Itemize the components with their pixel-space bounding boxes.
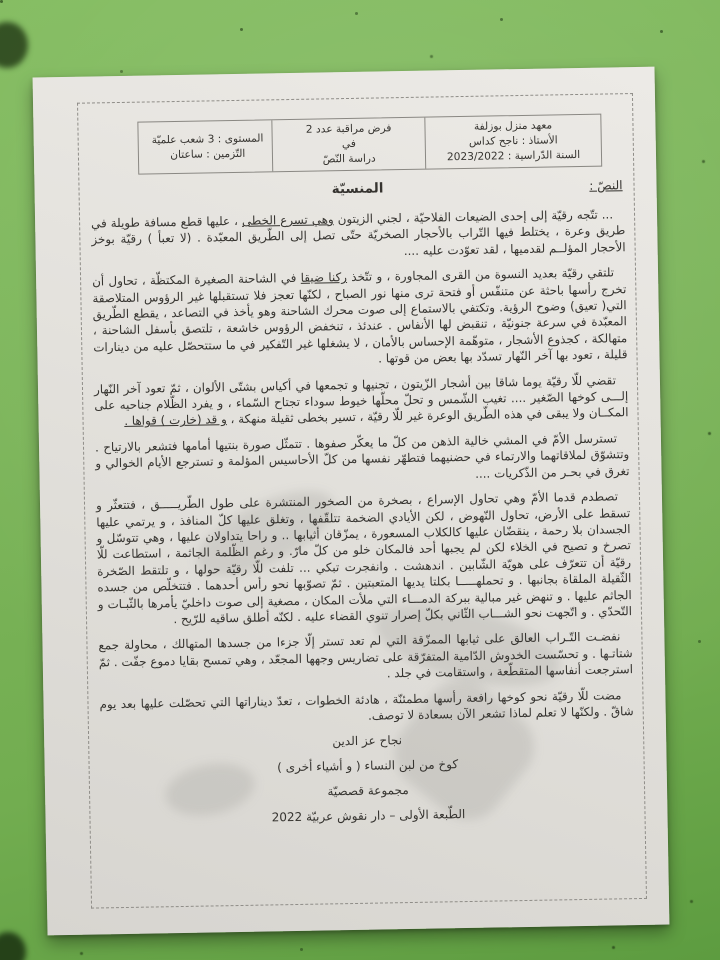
board-dark-spot-bottom-left — [0, 932, 26, 960]
text-segment: مضت للّا رقيّة نحو كوخها رافعة رأسها مطمئنّة ، هادئة الخطوات ، تعدّ ديناراتها التي تحصّلت عليها بعد يوم شاقّ . ولكنّها لا تعلم لماذا تشعر الآن بسعادة لا توصف. — [99, 687, 634, 723]
page-title: المنسيّة — [331, 180, 384, 198]
paragraph — [92, 264, 628, 372]
paragraph — [94, 372, 629, 431]
text-segment: تسترسل الأمّ في المشي خالية الذهن من كلّ ما يعكّر صفوها . تتمثّل صورة بنتيها أمامها فتشعر بالارتياح . وتتشوّق لملاقاتهما والارتماء في حضنيهما فتطهّر نفسها من كلّ الأحاسيس المؤلمة و تسترجع الأيام الخوالي و تغرق في بحـر من الذّكريات .... — [94, 431, 630, 481]
header-cell-line: في — [341, 137, 356, 151]
underlined-phrase: ركنا ضيقا — [300, 270, 348, 286]
text-segment: تصطدم قدما الأمّ وهي تحاول الإسراع ، بصخرة من الصخور المنتشرة على طول الطّريـــــق ، فتتعثّر و تسقط على الأرض، تحاول النّهوض ، لكن الأيادي الضخمة تتلقّفها ، وتغلق عليها كلّ المنافذ ، و يرتمي عليها الجسدان بلا رحمة ، ينقضّان عليها كالكلاب المسعورة ، يمزّقان أثيابها .. و راحا يتداولان عليها ، وهي تتوسّل و تصرخ و تصيح في الخلاء لكن لم يجبها أحد فالمكان خلو من كلّ مارّ. و رغم الظّلمة الجاثمة ، استطاعت للّا رقيّة أن تتعرّف على هويّة الشّابين . اندهشت . وانفجرت تبكي ... تلفت للّا رقيّة حولها ، و تلتقط الصّخرة الثّقيلة الملقاة بجانبها . و تحملهـــــا بكلتا يديها المتعبتين . ثمّ تصوّبها نحو رأس أحدهما . فتتخلّص من جسده الجاثم عليها . و تنهض غير مبالية ببركة الدمـــاء التي ملأت المكان ، مصغية إلى صوت داخليّ يأمرها بالثّبـات و التّحدّي . و اتّجهت نحو الشـــاب الثّاني بكلّ إصرار تنوي القضاء عليه . لكنّه أطلق ساقيه للرّيح . — [95, 489, 633, 627]
footer-line: مجموعة قصصيّة — [327, 783, 409, 799]
footer-line: الطّبعة الأولى – دار نقوش عربيّة 2022 — [271, 807, 466, 825]
underlined-phrase: و قد (خارت ) قواها . — [124, 412, 227, 429]
text-section-label: النصّ : — [589, 178, 623, 193]
paragraph — [91, 206, 626, 265]
text-segment: تلتقي رقيّة بعديد النسوة من القرى المجاورة ، و تتّخذ — [346, 265, 615, 285]
title-row — [90, 176, 624, 209]
text-segment: في الشاحنة الصغيرة المكتظّة ، تحاول أن تخرج رأسها باحثة عن متنفّس أو فتحة ترى منها نور الصباح ، لكنّها تعجز فلا تستقبلها غير الرؤوس المتلاصقة التي( تعيق) وضوح الرؤية. وتكتفي بالاستماع إلى صوت محرك الشاحنة وهو يأخذ في التصاعد ، يقطع الطّريق المعبّدة في سرعة جنونيّة ، تنقبض لها الأنفاس . عندئذ ، تنخفض الرؤوس خاشعة ، تلتصق بأسفل الشاحنة ، متهالكة ، كجذوع الأشجار ، متوهّمة الإحساس بالأمان ، لا يشغلها غير التّفكير في ما ستتحصّل عليه من دينارات قليلة ، تعود بها آخر النّهار تسدّد بها بعض من قوتها . — [92, 271, 628, 366]
header-cell — [272, 118, 426, 172]
paragraph — [99, 687, 633, 729]
header-cell-line: السنة الدّراسية : 2023/2022 — [446, 148, 581, 164]
page-content — [77, 93, 647, 909]
underlined-phrase: وهي تسرع الخطى — [241, 212, 334, 228]
paper-sheet — [33, 67, 670, 936]
footer — [100, 728, 636, 828]
board-speckles — [0, 0, 3, 3]
header-cell-line: التّزمين : ساعتان — [170, 147, 246, 161]
paragraph — [98, 628, 633, 687]
board-dark-spot-top-left — [0, 22, 28, 68]
header-cell-line: فرض مراقبة عدد 2 — [305, 122, 392, 136]
header-table — [137, 114, 602, 175]
author-name: نجاح عز الدين — [332, 733, 403, 749]
header-cell-line: المستوى : 3 شعب علميّة — [151, 131, 264, 146]
paragraph — [95, 430, 630, 489]
header-cell-line: دراسة النّصّ — [322, 152, 376, 166]
text-segment: ... تتّجه رقيّة إلى إحدى الضيعات الفلاحيّة ، لجني الزيتون — [333, 207, 614, 227]
text-segment: ، عليها قطع مسافة طويلة في طريق وعرة ، يختلط فيها التّراب بالأحجار الصخريّة حتّى تصل إلى الطّريق المعبّدة . (لا تعبأ ) رقيّة بوخز الأحجار المؤلــم لقدميها ، لقد تعوّدت عليه .... — [90, 213, 626, 258]
header-cell-line: معهد منزل بوزلفة — [473, 119, 553, 133]
text-segment: تقضي للّا رقيّة يوما شاقا بين أشجار الزّيتون ، تجنيها و تجمعها في أكياس بشتّى الألوان ، ثمّ تعود آخر النّهار إلـــى كوخها الصّغير .... تغيب الشّمس و تحلّ محلّها خيوط سوداء تجتاح السّماء ، و يفرد الظّلام جناحيه على المكــان ولا يبقى في هذه الطّريق الوعرة غير للّا رقيّة ، تسير بخطى ثقيلة منهكة ، — [93, 373, 629, 427]
text-segment: نفضـت التّـراب العالق على ثيابها الممزّقة التي لم تعد تستر إلّا جزءا من جسدها المتهالك ، محاولة جمع شتاتـها . و تحسّست الخدوش الدّامية المتفرّقة على تضاريس وجهها المجعّد ، وهي تمسح بقايا دموع جفّت . ثمّ استرجعت أنفاسها المتقطّعة ، واستقامت في جلد . — [98, 629, 634, 681]
header-cell-line: الأستاذ : ناجح كداس — [468, 134, 558, 148]
paragraph — [96, 488, 632, 629]
header-cell — [424, 115, 601, 169]
header-cell — [143, 120, 273, 173]
footer-line: كوخ من لبن النساء ( و أشياء أخرى ) — [277, 757, 459, 775]
text-body — [91, 206, 634, 729]
